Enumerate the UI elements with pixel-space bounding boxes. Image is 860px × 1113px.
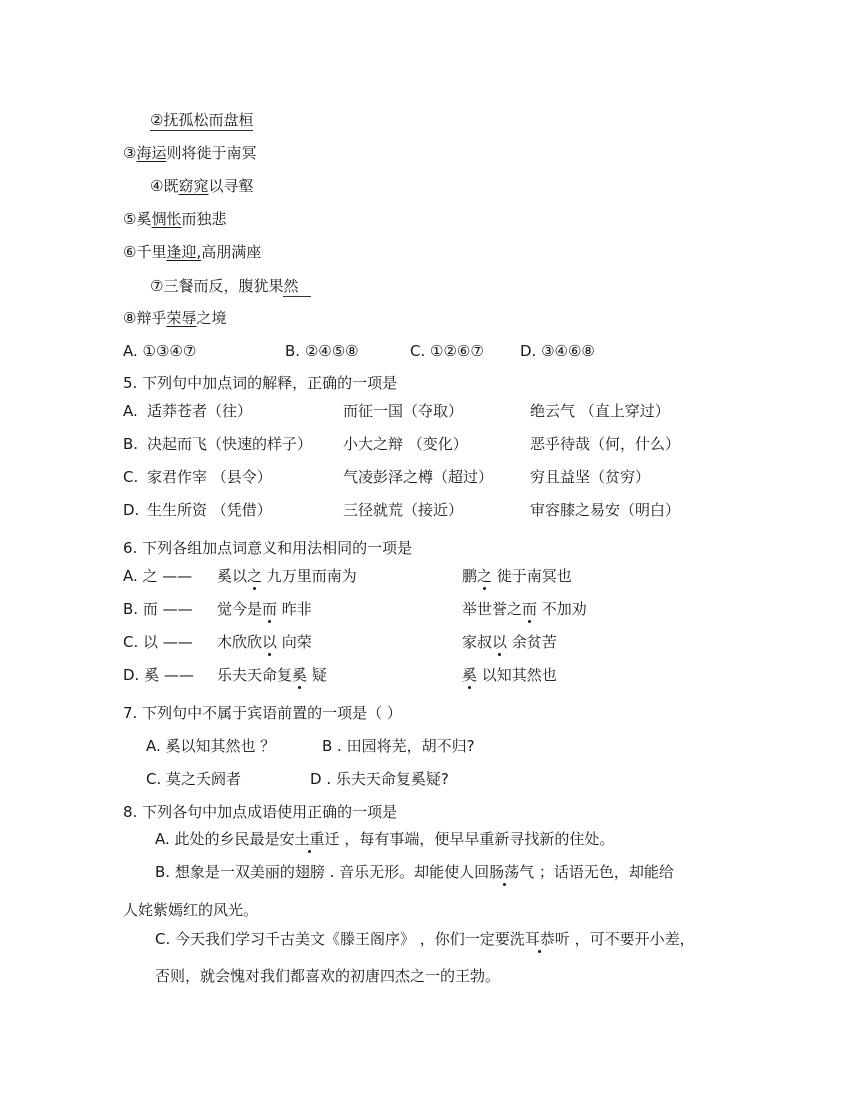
q5-c-col1: 家君作宰 （县令） — [147, 468, 272, 486]
q8-option-c-continued: 否则，就会愧对我们都喜欢的初唐四杰之一的王勃。 — [155, 967, 501, 985]
dotted-idiom: 回肠荡气 — [474, 863, 535, 881]
dotted-idiom: 安土重迁 — [279, 830, 340, 848]
q5-option-a-label[interactable]: A. — [123, 402, 138, 420]
q6-c-sentence-2: 家叔以 余贫苦 — [462, 633, 557, 651]
q6-c-sentence-1: 木欣欣以 向荣 — [217, 633, 312, 651]
q6-option-d[interactable]: D. 奚 —— — [123, 666, 194, 684]
q5-d-col2: 三径就荒（接近） — [343, 501, 464, 519]
q5-option-d-label[interactable]: D. — [123, 501, 140, 519]
q6-b-sentence-1: 觉今是而 昨非 — [217, 600, 312, 618]
q5-c-col2: 气凌彭泽之樽（超过） — [343, 468, 494, 486]
q4-item-3: ③海运则将徙于南冥 — [123, 144, 257, 162]
q8-stem: 8. 下列各句中加点成语使用正确的一项是 — [123, 803, 398, 821]
dotted-idiom: 洗耳恭听 — [509, 930, 570, 948]
q4-item-8: ⑧辩乎荣辱之境 — [123, 309, 227, 327]
q5-stem: 5. 下列句中加点词的解释，正确的一项是 — [123, 374, 398, 392]
q6-stem: 6. 下列各组加点词意义和用法相同的一项是 — [123, 539, 413, 557]
q6-option-a[interactable]: A. 之 —— — [123, 567, 193, 585]
dotted-word: 以 — [262, 633, 278, 651]
q4-option-d[interactable]: D. ③④⑥⑧ — [520, 342, 595, 360]
q5-option-b-label[interactable]: B. — [123, 435, 139, 453]
q5-c-col3: 穷且益坚（贫穷） — [530, 468, 651, 486]
q4-option-b[interactable]: B. ②④⑤⑧ — [285, 342, 359, 360]
q5-b-col3: 恶乎待哉（何，什么） — [530, 435, 681, 453]
q5-b-col2: 小大之辩 （变化） — [343, 435, 468, 453]
dotted-word: 奚 — [462, 666, 478, 684]
q4-item-2-text: ②抚孤松而盘桓 — [150, 111, 254, 129]
dotted-word: 之 — [247, 567, 263, 585]
dotted-word: 而 — [262, 600, 278, 618]
q6-b-sentence-2: 举世誉之而 不加劝 — [462, 600, 587, 618]
q5-a-col2: 而征一国（夺取） — [343, 402, 464, 420]
q5-option-c-label[interactable]: C. — [123, 468, 139, 486]
q7-option-c[interactable]: C. 莫之夭阏者 — [146, 770, 242, 788]
q4-option-a[interactable]: A. ①③④⑦ — [123, 342, 197, 360]
q5-a-col3: 绝云气 （直上穿过） — [530, 402, 670, 420]
q7-option-d[interactable]: D . 乐夫天命复奚疑? — [310, 770, 449, 788]
q4-item-4: ④既窈窕以寻壑 — [150, 177, 254, 195]
q8-option-c[interactable]: C. 今天我们学习千古美文《滕王阁序》 ，你们一定要洗耳恭听 ，可不要开小差， — [155, 930, 695, 948]
q4-item-7: ⑦三餐而反，腹犹果然 — [150, 276, 311, 297]
q4-item-2 — [150, 110, 253, 131]
q5-d-col3: 审容膝之易安（明白） — [530, 501, 681, 519]
q4-item-6: ⑥千里逢迎,高朋满座 — [123, 243, 262, 261]
dotted-word: 奚 — [292, 666, 308, 684]
q6-a-sentence-2: 鹏之 徙于南冥也 — [462, 567, 572, 585]
q5-d-col1: 生生所资 （凭借） — [147, 501, 272, 519]
q7-option-a[interactable]: A. 奚以知其然也 ？ — [146, 737, 276, 755]
q7-stem: 7. 下列句中不属于宾语前置的一项是（ ） — [123, 704, 402, 722]
q8-option-a[interactable]: A. 此处的乡民最是安土重迁 ，每有事端，便早早重新寻找新的住处。 — [155, 830, 615, 848]
q4-option-c[interactable]: C. ①②⑥⑦ — [410, 342, 484, 360]
q6-d-sentence-2: 奚 以知其然也 — [462, 666, 557, 684]
dotted-word: 之 — [477, 567, 493, 585]
q4-item-5: ⑤奚惆怅而独悲 — [123, 210, 227, 228]
q8-option-b[interactable]: B. 想象是一双美丽的翅膀 . 音乐无形。却能使人回肠荡气 ；话语无色，却能给 — [155, 863, 674, 881]
q8-option-b-continued: 人姹紫嫣红的风光。 — [123, 901, 259, 919]
q7-option-b[interactable]: B . 田园将芜，胡不归? — [322, 737, 475, 755]
q6-option-c[interactable]: C. 以 —— — [123, 633, 193, 651]
q5-b-col1: 决起而飞（快速的样子） — [147, 435, 313, 453]
q6-d-sentence-1: 乐夫天命复奚 疑 — [217, 666, 327, 684]
dotted-word: 以 — [492, 633, 508, 651]
q5-a-col1: 适莽苍者（往） — [147, 402, 253, 420]
q6-option-b[interactable]: B. 而 —— — [123, 600, 193, 618]
dotted-word: 而 — [522, 600, 538, 618]
q6-a-sentence-1: 奚以之 九万里而南为 — [217, 567, 357, 585]
